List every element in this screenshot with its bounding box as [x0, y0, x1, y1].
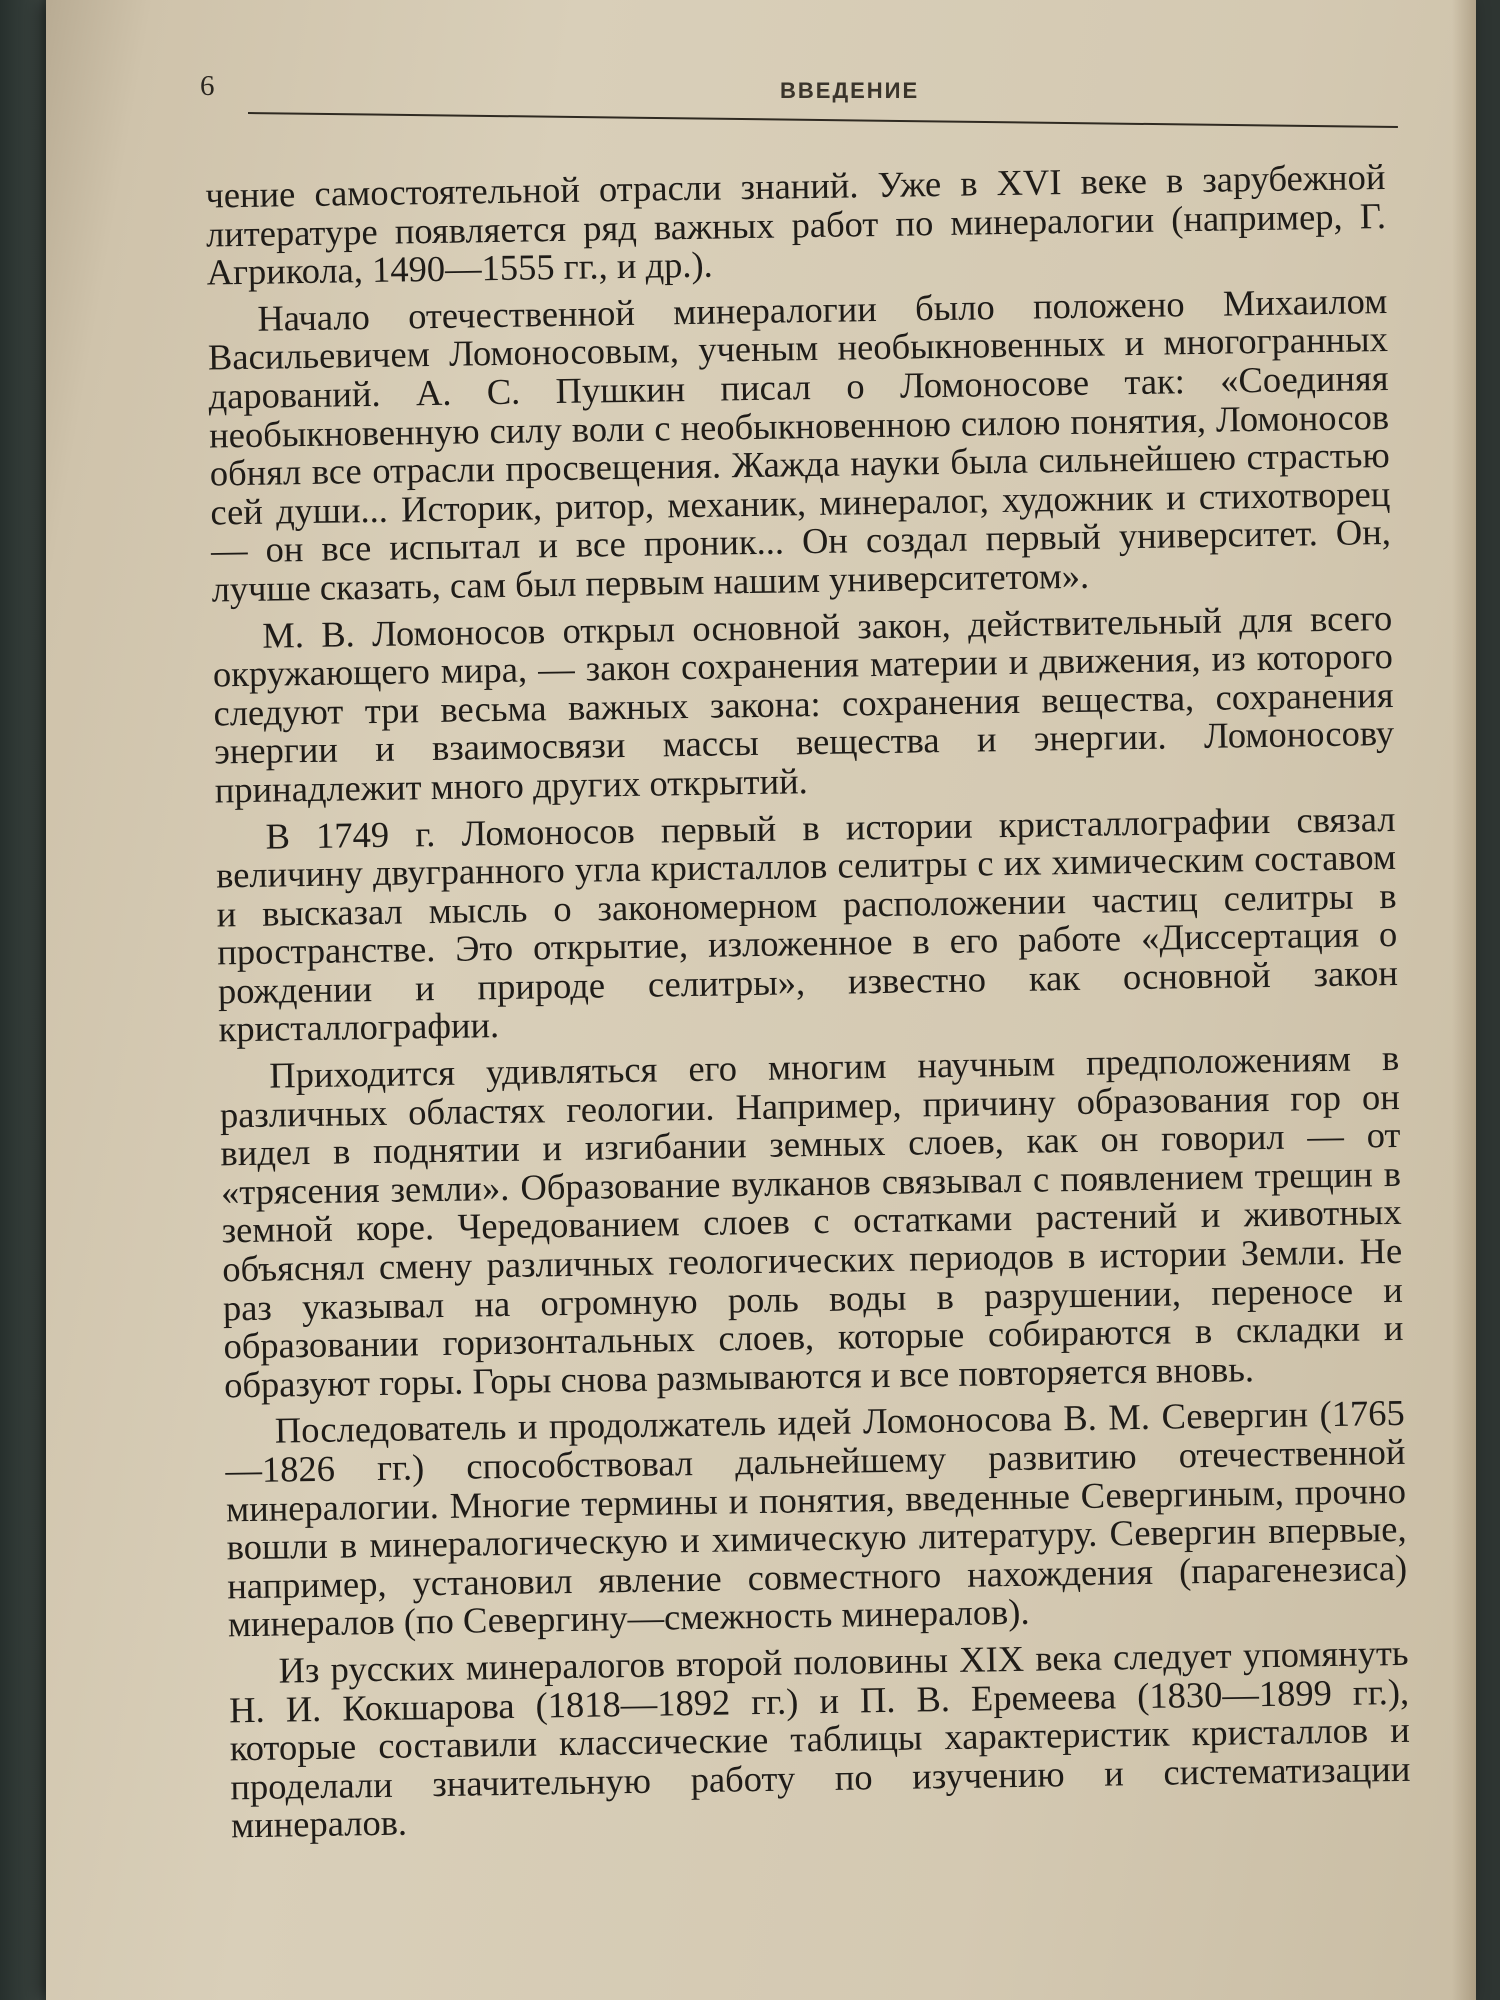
paragraph-3: М. В. Ломоносов открыл основной закон, действительный для всего окружающего мира, — закон сохранения материи и движения, из которого следуют три весьма важных закона: сохранения вещества, сохранения энергии и взаимосвязи массы вещества и энергии. Ломоносову принадлежит много других открытий.: [212, 596, 1395, 811]
chapter-title: ВВЕДЕНИЕ: [780, 78, 920, 103]
paragraph-6: Последователь и продолжатель идей Ломоносова В. М. Севергин (1765—1826 гг.) способствовал дальнейшему развитию отечественной минералогии. Многие термины и понятия, введенные Севергиным, прочно вошли в минералогическую и химическую литературу. Севергин впервые, например, установил явление совместного нахождения (парагенезиса) минералов (по Севергину—смежность минералов).: [225, 1392, 1408, 1645]
paragraph-2: Начало отечественной минералогии было положено Михаилом Васильевичем Ломоносовым, ученым необыкновенных и многогранных дарований. А. С. Пушкин писал о Ломоносове так: «Соединяя необыкновенную силу воли с необыкновенною силою понятия, Ломоносов обнял все отрасли просвещения. Жажда науки была сильнейшею страстью сей души... Историк, ритор, механик, минералог, художник и стихотворец — он все испытал и все проник... Он создал первый университет. Он, лучше сказать, сам был первым нашим университетом».: [207, 279, 1392, 610]
paragraph-1: чение самостоятельной отрасли знаний. Уже в XVI веке в зарубежной литературе появляется ряд важных работ по минералогии (например, Г. Агрикола, 1490—1555 гг., и др.).: [205, 156, 1387, 293]
paragraph-7: Из русских минералогов второй половины XIX века следует упомянуть Н. И. Кокшарова (1818—1892 гг.) и П. В. Еремеева (1830—1899 гг.), которые составили классические таблицы характеристик кристаллов и проделали значительную работу по изучению и систематизации минералов.: [228, 1631, 1411, 1846]
page-edge-shadow: [1452, 0, 1476, 2000]
body-text: [205, 158, 1411, 1853]
paragraph-4: В 1749 г. Ломоносов первый в истории кристаллографии связал величину двугранного угла кристаллов селитры с их химическим составом и высказал мысль о закономерном расположении частиц селитры в пространстве. Это открытие, изложенное в его работе «Диссертация о рождении и природе селитры», известно как основной закон кристаллографии.: [215, 797, 1399, 1050]
page-number: 6: [200, 70, 215, 102]
paragraph-5: Приходится удивляться его многим научным предположениям в различных областях геологии. Например, причину образования гор он видел в поднятии и изгибании земных слоев, как он говорил — от «трясения земли». Образование вулканов связывал с появлением трещин в земной коре. Чередованием слоев с остатками растений и животных объяснял смену различных геологических периодов в истории Земли. Не раз указывал на огромную роль воды в разрушении, переносе и образовании горизонтальных слоев, которые собираются в складки и образуют горы. Горы снова размываются и все повторяется вновь.: [219, 1036, 1404, 1406]
running-head: [200, 62, 1400, 102]
